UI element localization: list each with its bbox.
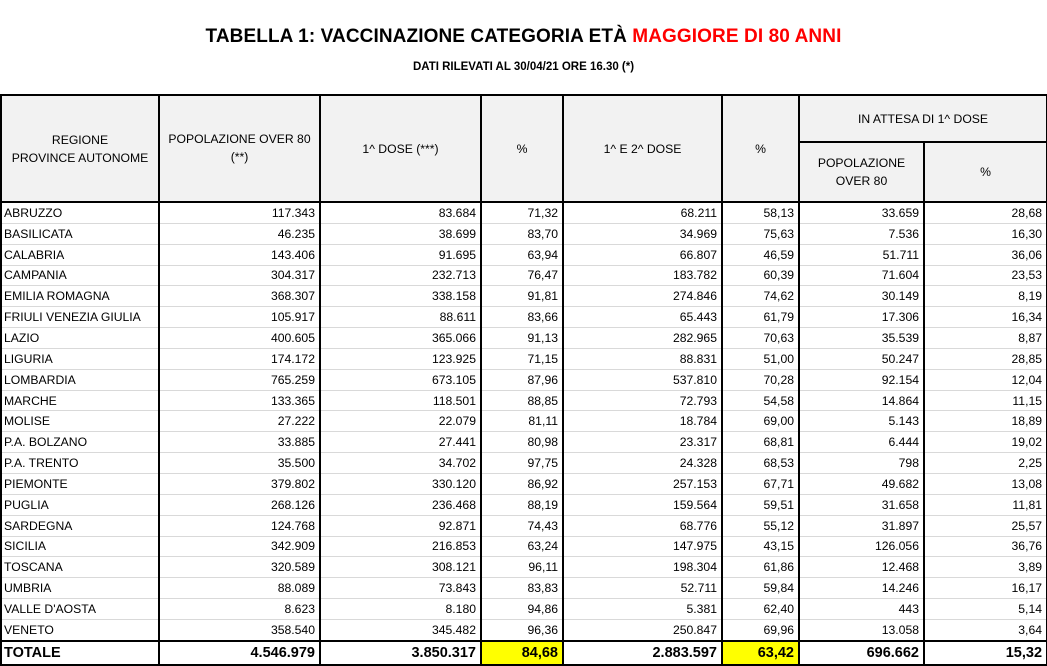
cell-waiting-population: 14.864 — [799, 390, 924, 411]
cell-waiting-population: 126.056 — [799, 536, 924, 557]
table-row — [1, 599, 1047, 620]
table-row — [1, 202, 1047, 223]
header-waiting-pct: % — [924, 142, 1047, 202]
cell-first-dose: 345.482 — [320, 619, 481, 640]
table-title — [0, 26, 1047, 48]
table-row — [1, 473, 1047, 494]
cell-waiting-pct: 5,14 — [924, 599, 1047, 620]
cell-waiting-population: 51.711 — [799, 244, 924, 265]
cell-waiting-pct: 16,34 — [924, 307, 1047, 328]
cell-pct-first: 88,19 — [481, 494, 563, 515]
cell-pct-both: 60,39 — [722, 265, 799, 286]
cell-region: MARCHE — [1, 390, 159, 411]
cell-pct-both: 68,81 — [722, 432, 799, 453]
cell-first-dose: 91.695 — [320, 244, 481, 265]
total-pct-first: 84,68 — [481, 641, 563, 665]
cell-waiting-pct: 2,25 — [924, 453, 1047, 474]
cell-waiting-pct: 16,30 — [924, 223, 1047, 244]
cell-region: P.A. TRENTO — [1, 453, 159, 474]
cell-pct-both: 51,00 — [722, 348, 799, 369]
cell-both-doses: 18.784 — [563, 411, 722, 432]
table-subtitle: DATI RILEVATI AL 30/04/21 ORE 16.30 (*) — [412, 61, 635, 73]
cell-waiting-pct: 13,08 — [924, 473, 1047, 494]
cell-both-doses: 183.782 — [563, 265, 722, 286]
cell-pct-both: 59,84 — [722, 578, 799, 599]
cell-waiting-population: 71.604 — [799, 265, 924, 286]
cell-region: MOLISE — [1, 411, 159, 432]
cell-region: ABRUZZO — [1, 202, 159, 223]
cell-pct-first: 87,96 — [481, 369, 563, 390]
table-row — [1, 411, 1047, 432]
cell-waiting-pct: 8,87 — [924, 328, 1047, 349]
cell-population: 117.343 — [159, 202, 320, 223]
cell-both-doses: 34.969 — [563, 223, 722, 244]
cell-first-dose: 22.079 — [320, 411, 481, 432]
header-region-line2: PROVINCE AUTONOME — [11, 150, 149, 165]
cell-population: 342.909 — [159, 536, 320, 557]
cell-pct-both: 68,53 — [722, 453, 799, 474]
cell-both-doses: 88.831 — [563, 348, 722, 369]
cell-pct-first: 80,98 — [481, 432, 563, 453]
table-row — [1, 578, 1047, 599]
cell-first-dose: 73.843 — [320, 578, 481, 599]
cell-both-doses: 198.304 — [563, 557, 722, 578]
cell-pct-first: 74,43 — [481, 515, 563, 536]
total-pct-both: 63,42 — [722, 641, 799, 665]
cell-region: LOMBARDIA — [1, 369, 159, 390]
table-header — [1, 95, 1047, 202]
cell-region: BASILICATA — [1, 223, 159, 244]
header-population-line1: POPOLAZIONE OVER 80 — [168, 132, 311, 146]
cell-pct-both: 69,96 — [722, 619, 799, 640]
cell-population: 368.307 — [159, 286, 320, 307]
cell-population: 174.172 — [159, 348, 320, 369]
vaccination-table — [0, 94, 1047, 666]
table-row — [1, 557, 1047, 578]
cell-pct-first: 63,94 — [481, 244, 563, 265]
cell-pct-both: 54,58 — [722, 390, 799, 411]
cell-waiting-population: 13.058 — [799, 619, 924, 640]
cell-region: VALLE D'AOSTA — [1, 599, 159, 620]
cell-region: VENETO — [1, 619, 159, 640]
cell-waiting-pct: 18,89 — [924, 411, 1047, 432]
total-population: 4.546.979 — [159, 641, 320, 665]
cell-pct-first: 76,47 — [481, 265, 563, 286]
cell-waiting-pct: 25,57 — [924, 515, 1047, 536]
cell-both-doses: 52.711 — [563, 578, 722, 599]
cell-waiting-pct: 36,76 — [924, 536, 1047, 557]
cell-pct-first: 83,83 — [481, 578, 563, 599]
header-first-dose: 1^ DOSE (***) — [320, 95, 481, 202]
table-row — [1, 307, 1047, 328]
cell-waiting-pct: 23,53 — [924, 265, 1047, 286]
cell-pct-first: 96,11 — [481, 557, 563, 578]
table-row — [1, 619, 1047, 640]
table-row — [1, 494, 1047, 515]
header-waiting-population — [799, 142, 924, 202]
table-row — [1, 286, 1047, 307]
table-row — [1, 265, 1047, 286]
cell-waiting-pct: 8,19 — [924, 286, 1047, 307]
cell-both-doses: 159.564 — [563, 494, 722, 515]
cell-population: 46.235 — [159, 223, 320, 244]
cell-waiting-pct: 36,06 — [924, 244, 1047, 265]
cell-first-dose: 38.699 — [320, 223, 481, 244]
cell-both-doses: 147.975 — [563, 536, 722, 557]
cell-pct-first: 81,11 — [481, 411, 563, 432]
cell-region: SICILIA — [1, 536, 159, 557]
cell-region: LIGURIA — [1, 348, 159, 369]
cell-pct-both: 70,63 — [722, 328, 799, 349]
cell-population: 379.802 — [159, 473, 320, 494]
cell-both-doses: 23.317 — [563, 432, 722, 453]
cell-first-dose: 123.925 — [320, 348, 481, 369]
cell-waiting-population: 798 — [799, 453, 924, 474]
cell-population: 320.589 — [159, 557, 320, 578]
cell-pct-first: 63,24 — [481, 536, 563, 557]
cell-waiting-population: 443 — [799, 599, 924, 620]
header-pct-both: % — [722, 95, 799, 202]
cell-waiting-pct: 12,04 — [924, 369, 1047, 390]
cell-pct-both: 67,71 — [722, 473, 799, 494]
cell-pct-both: 61,86 — [722, 557, 799, 578]
cell-population: 105.917 — [159, 307, 320, 328]
cell-pct-first: 83,66 — [481, 307, 563, 328]
cell-pct-both: 61,79 — [722, 307, 799, 328]
title-prefix: TABELLA 1: VACCINAZIONE CATEGORIA ETÀ — [205, 26, 627, 47]
cell-first-dose: 216.853 — [320, 536, 481, 557]
cell-first-dose: 27.441 — [320, 432, 481, 453]
cell-population: 124.768 — [159, 515, 320, 536]
cell-waiting-population: 5.143 — [799, 411, 924, 432]
cell-waiting-population: 31.658 — [799, 494, 924, 515]
cell-region: PUGLIA — [1, 494, 159, 515]
header-population-line2: (**) — [230, 150, 249, 164]
cell-region: PIEMONTE — [1, 473, 159, 494]
cell-population: 33.885 — [159, 432, 320, 453]
cell-pct-first: 86,92 — [481, 473, 563, 494]
cell-pct-both: 62,40 — [722, 599, 799, 620]
header-waiting-pop-line1: POPOLAZIONE — [817, 156, 906, 170]
cell-population: 27.222 — [159, 411, 320, 432]
cell-first-dose: 34.702 — [320, 453, 481, 474]
cell-pct-both: 58,13 — [722, 202, 799, 223]
cell-region: CAMPANIA — [1, 265, 159, 286]
table-row — [1, 390, 1047, 411]
table-row — [1, 536, 1047, 557]
cell-both-doses: 5.381 — [563, 599, 722, 620]
cell-pct-first: 97,75 — [481, 453, 563, 474]
cell-waiting-pct: 3,64 — [924, 619, 1047, 640]
table-row — [1, 223, 1047, 244]
cell-waiting-pct: 16,17 — [924, 578, 1047, 599]
cell-waiting-population: 14.246 — [799, 578, 924, 599]
cell-waiting-pct: 28,68 — [924, 202, 1047, 223]
cell-population: 8.623 — [159, 599, 320, 620]
cell-first-dose: 330.120 — [320, 473, 481, 494]
cell-population: 143.406 — [159, 244, 320, 265]
cell-first-dose: 83.684 — [320, 202, 481, 223]
cell-waiting-population: 49.682 — [799, 473, 924, 494]
cell-waiting-population: 92.154 — [799, 369, 924, 390]
cell-first-dose: 8.180 — [320, 599, 481, 620]
cell-waiting-population: 30.149 — [799, 286, 924, 307]
cell-pct-both: 55,12 — [722, 515, 799, 536]
table-row — [1, 244, 1047, 265]
cell-population: 358.540 — [159, 619, 320, 640]
table-row — [1, 453, 1047, 474]
cell-both-doses: 68.211 — [563, 202, 722, 223]
cell-both-doses: 250.847 — [563, 619, 722, 640]
cell-pct-both: 74,62 — [722, 286, 799, 307]
total-waiting-population: 696.662 — [799, 641, 924, 665]
cell-both-doses: 66.807 — [563, 244, 722, 265]
cell-pct-both: 70,28 — [722, 369, 799, 390]
cell-waiting-population: 17.306 — [799, 307, 924, 328]
cell-waiting-population: 6.444 — [799, 432, 924, 453]
cell-waiting-population: 50.247 — [799, 348, 924, 369]
cell-first-dose: 118.501 — [320, 390, 481, 411]
cell-region: TOSCANA — [1, 557, 159, 578]
cell-pct-both: 43,15 — [722, 536, 799, 557]
table-row — [1, 369, 1047, 390]
cell-population: 765.259 — [159, 369, 320, 390]
cell-first-dose: 232.713 — [320, 265, 481, 286]
cell-region: P.A. BOLZANO — [1, 432, 159, 453]
cell-first-dose: 236.468 — [320, 494, 481, 515]
cell-population: 268.126 — [159, 494, 320, 515]
header-pct-first: % — [481, 95, 563, 202]
cell-pct-first: 91,13 — [481, 328, 563, 349]
cell-region: CALABRIA — [1, 244, 159, 265]
cell-pct-first: 96,36 — [481, 619, 563, 640]
table-row — [1, 348, 1047, 369]
cell-both-doses: 274.846 — [563, 286, 722, 307]
cell-first-dose: 365.066 — [320, 328, 481, 349]
cell-waiting-population: 7.536 — [799, 223, 924, 244]
cell-first-dose: 88.611 — [320, 307, 481, 328]
cell-waiting-pct: 3,89 — [924, 557, 1047, 578]
total-waiting-pct: 15,32 — [924, 641, 1047, 665]
header-waiting-pop-line2: OVER 80 — [835, 174, 888, 188]
cell-waiting-pct: 28,85 — [924, 348, 1047, 369]
table-body — [1, 202, 1047, 665]
header-region — [1, 95, 159, 202]
cell-region: LAZIO — [1, 328, 159, 349]
cell-first-dose: 673.105 — [320, 369, 481, 390]
cell-region: EMILIA ROMAGNA — [1, 286, 159, 307]
total-first-dose: 3.850.317 — [320, 641, 481, 665]
header-population — [159, 95, 320, 202]
table-row — [1, 432, 1047, 453]
cell-pct-both: 46,59 — [722, 244, 799, 265]
cell-pct-both: 59,51 — [722, 494, 799, 515]
cell-waiting-population: 31.897 — [799, 515, 924, 536]
cell-pct-first: 94,86 — [481, 599, 563, 620]
cell-waiting-pct: 11,15 — [924, 390, 1047, 411]
table-row — [1, 515, 1047, 536]
cell-first-dose: 92.871 — [320, 515, 481, 536]
cell-population: 400.605 — [159, 328, 320, 349]
header-both-doses: 1^ E 2^ DOSE — [563, 95, 722, 202]
total-row — [1, 641, 1047, 665]
cell-region: SARDEGNA — [1, 515, 159, 536]
cell-both-doses: 72.793 — [563, 390, 722, 411]
cell-population: 88.089 — [159, 578, 320, 599]
cell-both-doses: 24.328 — [563, 453, 722, 474]
total-both-doses: 2.883.597 — [563, 641, 722, 665]
cell-region: UMBRIA — [1, 578, 159, 599]
cell-pct-first: 88,85 — [481, 390, 563, 411]
cell-waiting-pct: 11,81 — [924, 494, 1047, 515]
table-row — [1, 328, 1047, 349]
cell-pct-both: 69,00 — [722, 411, 799, 432]
cell-waiting-population: 33.659 — [799, 202, 924, 223]
cell-waiting-pct: 19,02 — [924, 432, 1047, 453]
cell-population: 35.500 — [159, 453, 320, 474]
cell-both-doses: 65.443 — [563, 307, 722, 328]
header-region-line1: REGIONE — [51, 132, 109, 147]
header-waiting: IN ATTESA DI 1^ DOSE — [799, 95, 1047, 142]
cell-population: 304.317 — [159, 265, 320, 286]
cell-both-doses: 257.153 — [563, 473, 722, 494]
cell-pct-first: 83,70 — [481, 223, 563, 244]
cell-both-doses: 68.776 — [563, 515, 722, 536]
cell-first-dose: 338.158 — [320, 286, 481, 307]
cell-waiting-population: 12.468 — [799, 557, 924, 578]
cell-pct-both: 75,63 — [722, 223, 799, 244]
cell-pct-first: 71,32 — [481, 202, 563, 223]
cell-pct-first: 71,15 — [481, 348, 563, 369]
cell-population: 133.365 — [159, 390, 320, 411]
cell-waiting-population: 35.539 — [799, 328, 924, 349]
cell-first-dose: 308.121 — [320, 557, 481, 578]
cell-both-doses: 537.810 — [563, 369, 722, 390]
total-label: TOTALE — [1, 641, 159, 665]
title-highlight: MAGGIORE DI 80 ANNI — [632, 26, 842, 47]
cell-pct-first: 91,81 — [481, 286, 563, 307]
cell-both-doses: 282.965 — [563, 328, 722, 349]
cell-region: FRIULI VENEZIA GIULIA — [1, 307, 159, 328]
